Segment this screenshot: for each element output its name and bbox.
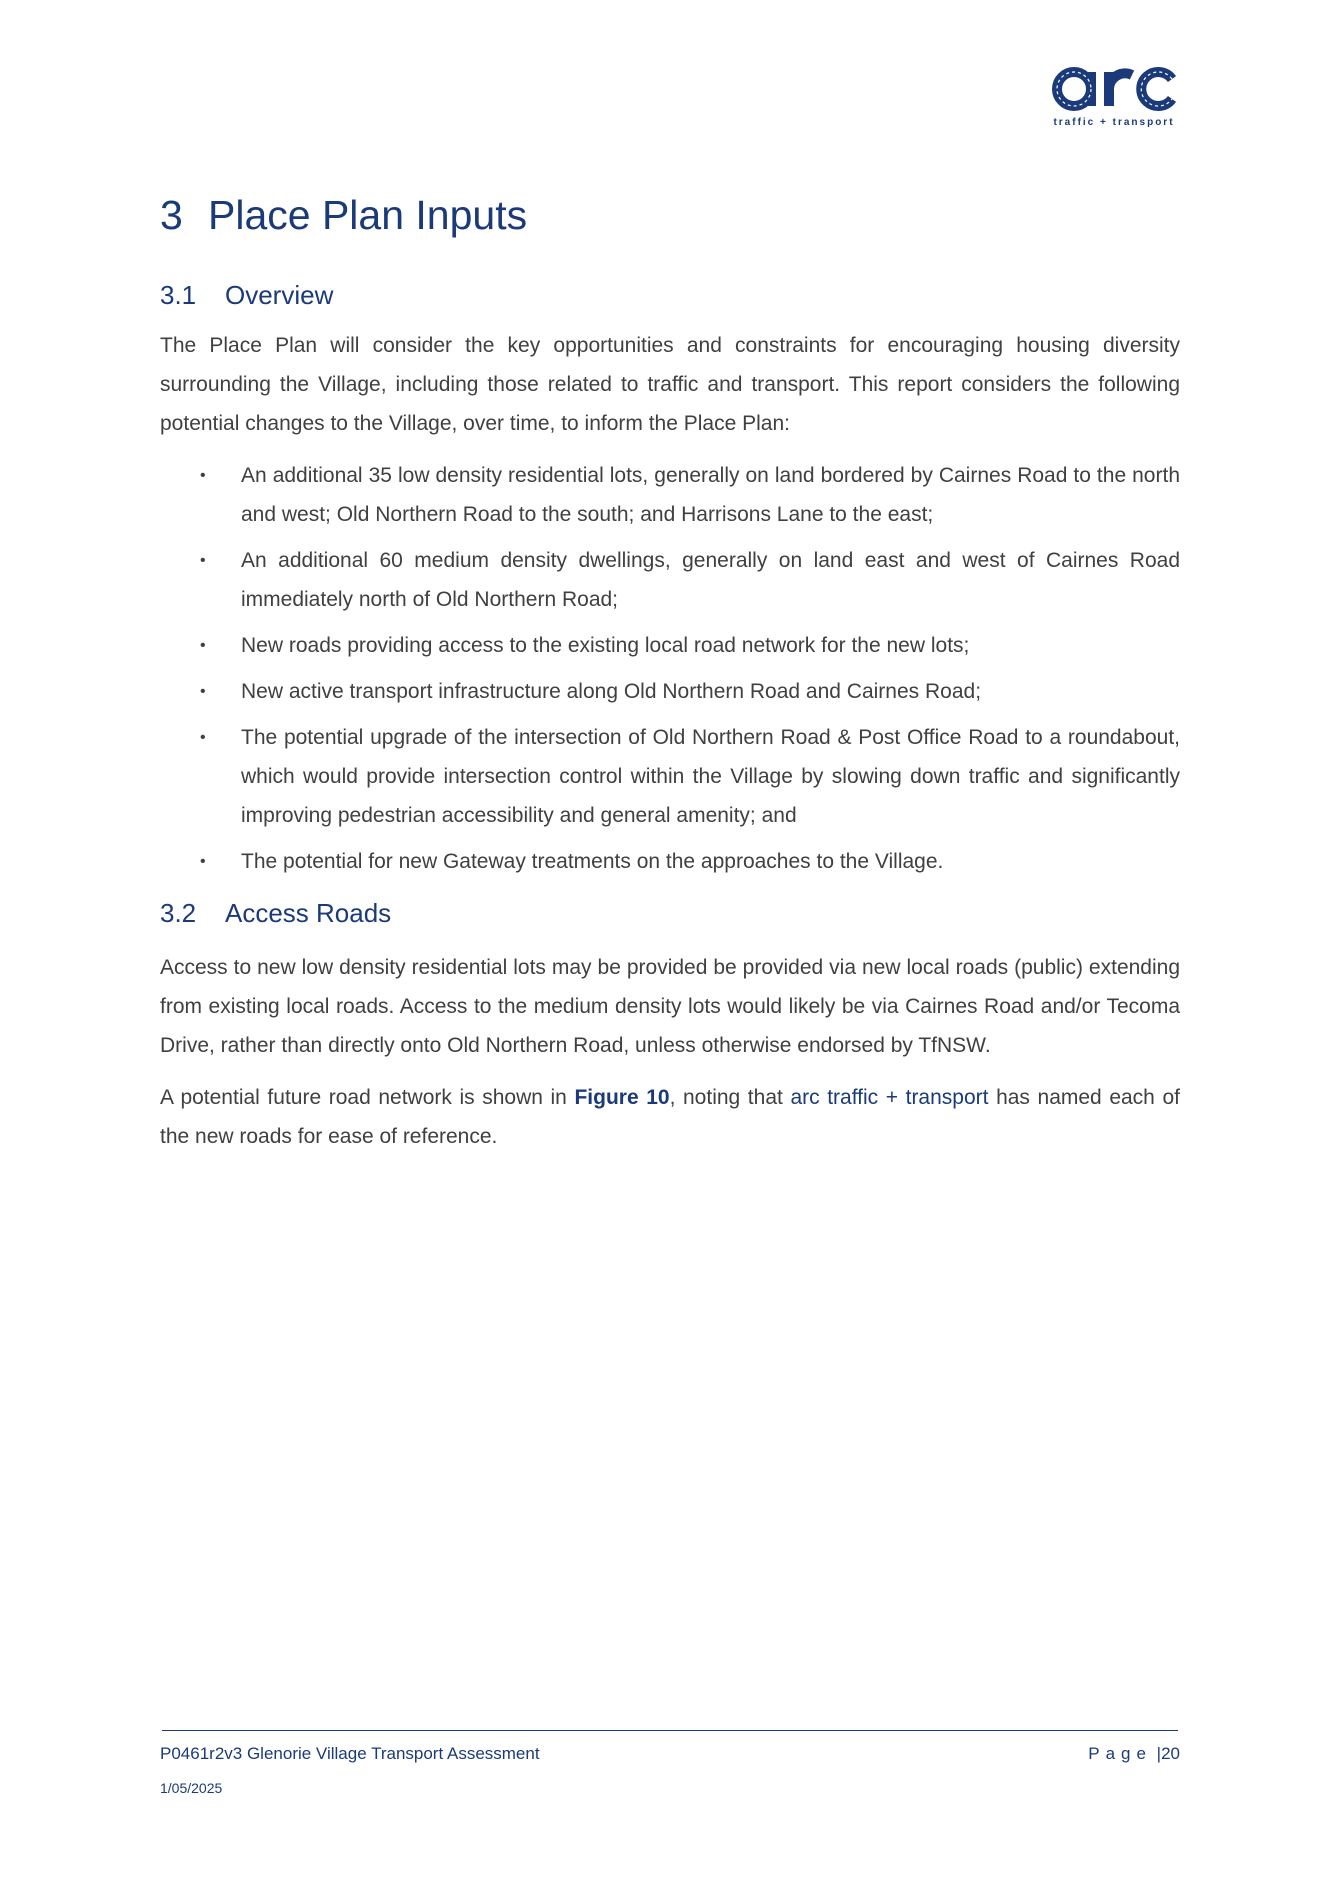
arc-logo-icon — [1052, 62, 1176, 116]
firm-name: arc traffic + transport — [790, 1086, 989, 1109]
chapter-title: Place Plan Inputs — [208, 192, 528, 238]
section-heading-overview — [160, 275, 1180, 315]
footer-document-title: P0461r2v3 Glenorie Village Transport Assessment — [160, 1744, 540, 1763]
list-item: • An additional 60 medium density dwellings, generally on land east and west of Cairnes Road immediately north of Old Northern Road; — [160, 541, 1180, 619]
bullet-icon: • — [200, 729, 206, 746]
chapter-number: 3 — [160, 192, 183, 238]
logo-tagline: traffic + transport — [1053, 117, 1175, 128]
bullet-icon: • — [200, 552, 206, 569]
section-number: 3.2 — [160, 898, 197, 928]
footer-divider — [162, 1730, 1178, 1731]
arc-logo — [1052, 62, 1176, 134]
section-title: Access Roads — [225, 898, 392, 928]
list-item: • The potential upgrade of the intersection of Old Northern Road & Post Office Road to a roundabout, which would provide intersection control within the Village by slowing down traffic and significantly improving pedestrian accessibility and general amenity; and — [160, 718, 1180, 835]
footer-date: 1/05/2025 — [160, 1780, 223, 1796]
section-number: 3.1 — [160, 280, 197, 310]
list-item: • New active transport infrastructure along Old Northern Road and Cairnes Road; — [160, 672, 1180, 711]
access-roads-paragraph: Access to new low density residential lots may be provided be provided via new local roads (public) extending from existing local roads. Access to the medium density lots would likely be via Cairnes Road and/or Tecoma Drive, rather than directly onto Old Northern Road, unless otherwise endorsed by TfNSW. — [160, 956, 1180, 1057]
overview-paragraph: The Place Plan will consider the key opportunities and constraints for encouraging housing diversity surrounding the Village, including those related to traffic and transport. This report considers the following potential changes to the Village, over time, to inform the Place Plan: — [160, 334, 1180, 435]
list-item: • An additional 35 low density residential lots, generally on land bordered by Cairnes Road to the north and west; Old Northern Road to the south; and Harrisons Lane to the east; — [160, 456, 1180, 534]
section-title: Overview — [225, 280, 334, 310]
section-heading-access-roads — [160, 893, 1180, 933]
footer-page-number: Page |20 — [1088, 1744, 1180, 1763]
changes-list — [160, 456, 1180, 881]
road-network-paragraph: A potential future road network is shown in Figure 10, noting that arc traffic + transport has named each of the new roads for ease of reference. — [160, 1086, 1180, 1148]
bullet-icon: • — [200, 853, 206, 870]
figure-reference-link[interactable]: Figure 10 — [574, 1086, 670, 1109]
list-item: • The potential for new Gateway treatments on the approaches to the Village. — [160, 842, 1180, 881]
bullet-icon: • — [200, 467, 206, 484]
chapter-heading — [160, 182, 1180, 248]
bullet-icon: • — [200, 637, 206, 654]
page-content — [160, 182, 1180, 1156]
list-item: • New roads providing access to the existing local road network for the new lots; — [160, 626, 1180, 665]
bullet-icon: • — [200, 683, 206, 700]
